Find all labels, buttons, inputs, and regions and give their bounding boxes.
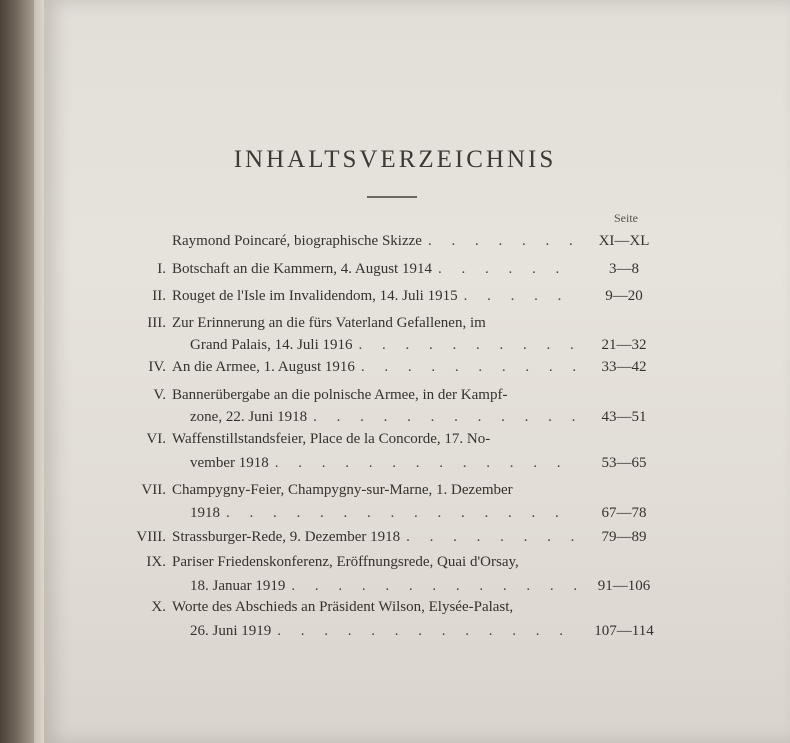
toc-entry-title: Bannerübergabe an die polnische Armee, in der Kampf- (172, 387, 508, 403)
toc-entry-line (190, 578, 576, 598)
toc-entry-title: 26. Juni 1919 (190, 623, 272, 639)
toc-entry-line (172, 387, 582, 407)
dot-leader (355, 359, 576, 376)
toc-entry-number: I. (157, 261, 166, 277)
toc-entry-number: VII. (141, 482, 166, 498)
toc-entry-number: VI. (146, 431, 166, 447)
toc-entry-title: Rouget de l'Isle im Invalidendom, 14. Juli 1915 (172, 288, 458, 304)
toc-entry-title: Pariser Friedenskonferenz, Eröffnungsrede, Quai d'Orsay, (172, 554, 519, 570)
dot-leader (271, 623, 576, 640)
toc-entry-line (190, 455, 576, 475)
toc-page-range: 107—114 (594, 623, 654, 639)
toc-entry-line (172, 359, 576, 379)
toc-entry-line (190, 337, 576, 357)
toc-entry-line (190, 505, 576, 525)
dot-leader (307, 409, 576, 426)
toc-entry-line (172, 554, 582, 574)
toc-page-range: XI—XL (598, 233, 650, 249)
toc-entry-title: vember 1918 (190, 455, 269, 471)
dot-leader (432, 261, 576, 278)
page-column-label: Seite (614, 211, 638, 225)
toc-page-range: 79—89 (601, 529, 647, 545)
toc-entry-line (190, 623, 576, 643)
toc-page-range: 33—42 (601, 359, 647, 375)
dot-leader (269, 455, 576, 472)
toc-entry-title: Raymond Poincaré, biographische Skizze (172, 233, 422, 249)
toc-heading: INHALTSVERZEICHNIS (233, 146, 557, 173)
toc-entry-line (172, 599, 582, 619)
dot-leader (458, 288, 576, 305)
toc-page-range: 43—51 (601, 409, 647, 425)
toc-entry-title: 1918 (190, 505, 220, 521)
dot-leader (285, 578, 576, 595)
toc-page-range: 91—106 (597, 578, 651, 594)
dot-leader (400, 529, 576, 546)
toc-entry-number: X. (151, 599, 166, 615)
toc-entry-number: IX. (146, 554, 166, 570)
toc-entry-line (172, 288, 576, 308)
toc-entry-title: Waffenstillstandsfeier, Place de la Concorde, 17. No- (172, 431, 491, 447)
toc-entry-line (172, 233, 576, 253)
toc-entry-number: II. (152, 288, 166, 304)
toc-page-range: 67—78 (601, 505, 647, 521)
toc-entry-line (172, 482, 582, 502)
toc-entry-number: III. (147, 315, 166, 331)
toc-entry-title: Botschaft an die Kammern, 4. August 1914 (172, 261, 432, 277)
toc-entry-title: Champygny-Feier, Champygny-sur-Marne, 1. Dezember (172, 482, 513, 498)
toc-entry-title: Zur Erinnerung an die fürs Vaterland Gefallenen, im (172, 315, 486, 331)
toc-entry-title: An die Armee, 1. August 1916 (172, 359, 355, 375)
toc-entry-title: Grand Palais, 14. Juli 1916 (190, 337, 353, 353)
toc-entry-line (190, 409, 576, 429)
toc-entry-title: Strassburger-Rede, 9. Dezember 1918 (172, 529, 401, 545)
toc-entry-line (172, 261, 576, 281)
toc-entry-line (172, 315, 582, 335)
dot-leader (422, 233, 576, 250)
toc-entry-number: V. (153, 387, 166, 403)
dot-leader (353, 337, 577, 354)
toc-page-range: 21—32 (601, 337, 647, 353)
toc-page-range: 53—65 (601, 455, 647, 471)
toc-entry-title: Worte des Abschieds an Präsident Wilson, Elysée-Palast, (172, 599, 514, 615)
dot-leader (220, 505, 576, 522)
toc-page-range: 3—8 (609, 261, 639, 277)
toc-page-range: 9—20 (605, 288, 643, 304)
toc-entry-title: 18. Januar 1919 (190, 578, 286, 594)
toc-entry-number: IV. (148, 359, 166, 375)
toc-entry-line (172, 529, 576, 549)
toc-entry-line (172, 431, 582, 451)
toc-entry-number: VIII. (136, 529, 166, 545)
toc-entry-title: zone, 22. Juni 1918 (190, 409, 308, 425)
